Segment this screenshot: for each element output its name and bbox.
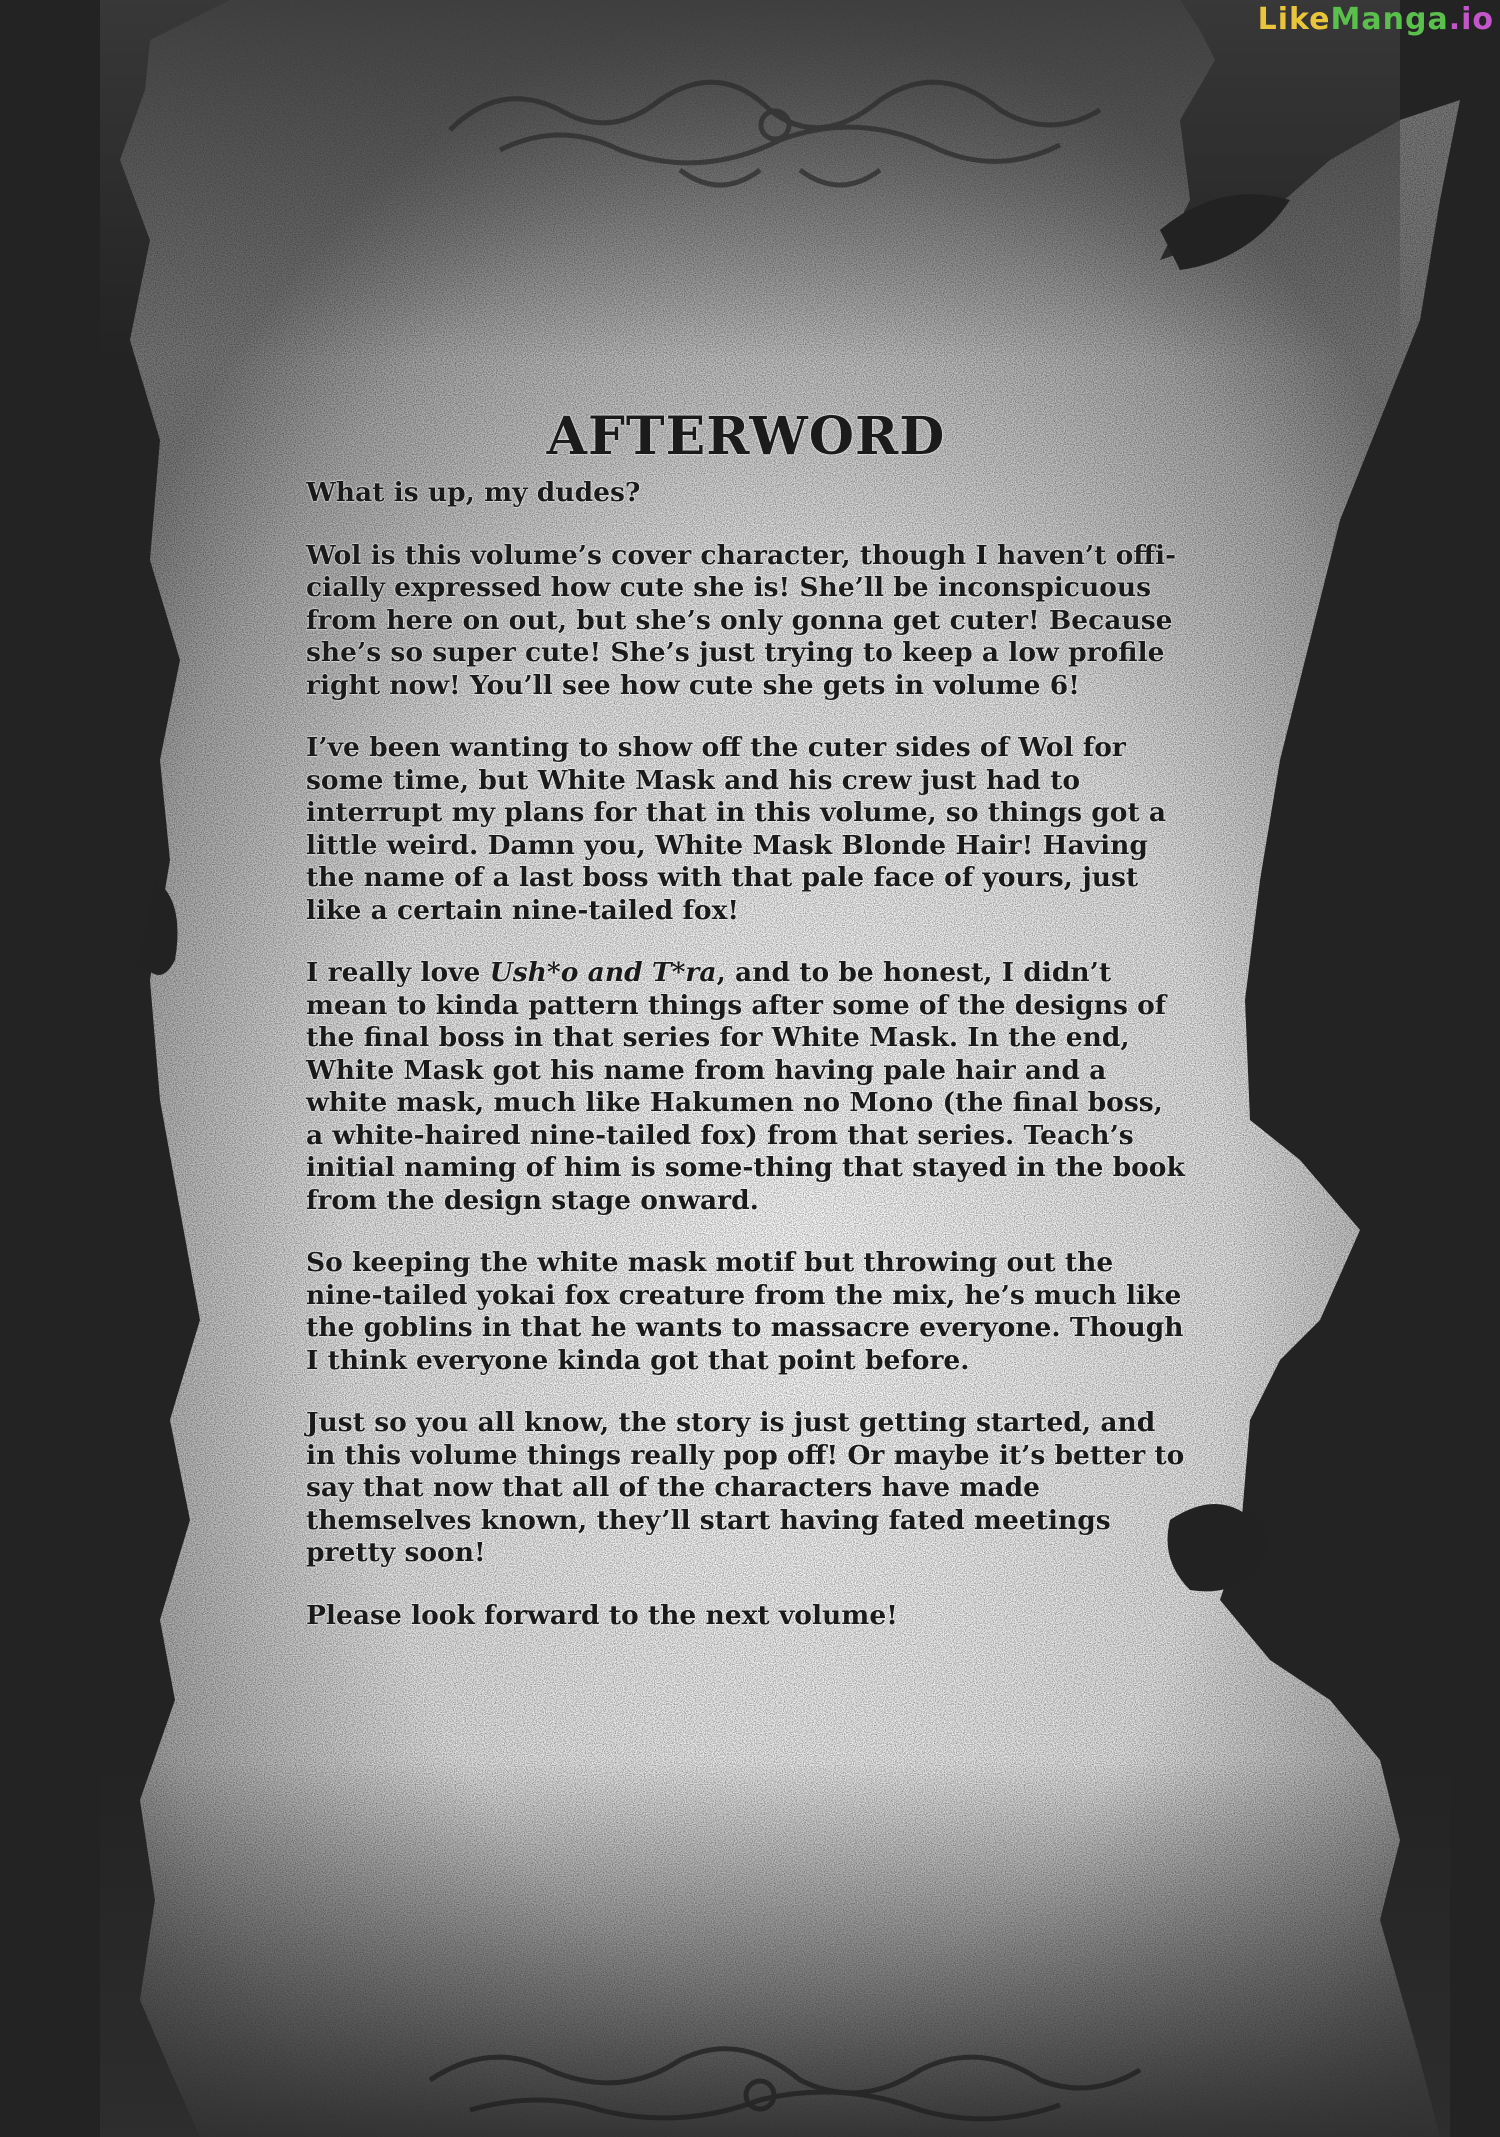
afterword-title: AFTERWORD	[546, 406, 946, 467]
paragraph-wol-cover: Wol is this volume’s cover character, though I haven’t offi-cially expressed how cute she is! She’ll be inconspicuous from here on out, but she’s only gonna get cuter! Because she’s so super cute! She’s just trying to keep a low profile right now! You’ll see how cute she gets in volume 6!	[306, 539, 1177, 701]
paragraph-greeting: What is up, my dudes?	[306, 477, 641, 508]
afterword-text-block	[306, 405, 1186, 1662]
paragraph-inspiration-before: I really love	[306, 957, 490, 988]
paragraph-motif: So keeping the white mask motif but throwing out the nine-tailed yokai fox creature from the mix, he’s much like the goblins in that he wants to massacre everyone. Though I think everyone kinda got that point before.	[306, 1247, 1184, 1376]
paragraph-story-start: Just so you all know, the story is just getting started, and in this volume things really pop off! Or maybe it’s better to say that now that all of the characters have made themselves known, they’ll start having fated meetings pretty soon!	[306, 1407, 1185, 1568]
watermark-logo: LikeManga.io	[1257, 2, 1494, 37]
paragraph-inspiration-after: , and to be honest, I didn’t mean to kinda pattern things after some of the designs of the final boss in that series for White Mask. In the end, White Mask got his name from having pale hair and a white mask, much like Hakumen no Mono (the final boss, a white-haired nine-tailed fox) from that series. Teach’s initial naming of him is some-thing that stayed in the book from the design stage onward.	[306, 957, 1185, 1216]
paragraph-white-mask: I’ve been wanting to show off the cuter sides of Wol for some time, but White Mask and his crew just had to interrupt my plans for that in this volume, so things got a little weird. Damn you, White Mask Blonde Hair! Having the name of a last boss with that pale face of yours, just like a certain nine-tailed fox!	[306, 732, 1167, 926]
paragraph-closing: Please look forward to the next volume!	[306, 1599, 898, 1631]
paragraph-inspiration-series-title: Ush*o and T*ra	[489, 957, 717, 988]
paragraph-inspiration	[306, 957, 1186, 1217]
